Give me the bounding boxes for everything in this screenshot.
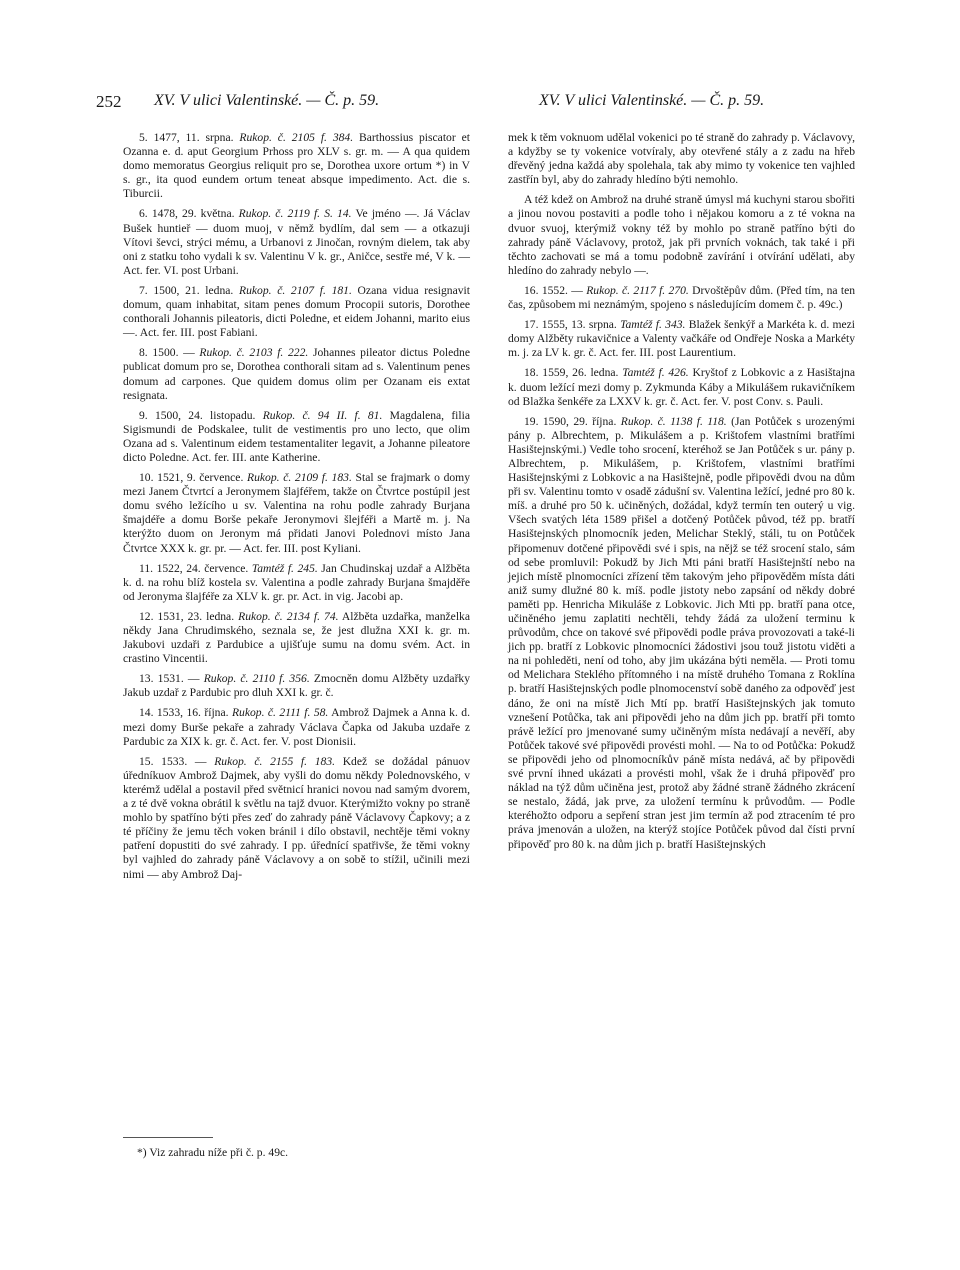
manuscript-reference: Rukop. č. 2155 f. 183.	[214, 754, 336, 768]
manuscript-reference: Rukop. č. 2110 f. 356.	[203, 672, 310, 686]
entry-text: Blažek šenkýř a Markéta k. d. mezi domy Alžběty rukavičnice a Valenty vačkáře od Ondřeje Noska a Markéty m. j. za LV k. gr. č. Act. fer. III. post Laurentium.	[508, 318, 856, 360]
running-title-right-text: XV. V ulici Valentinské. — Č. p. 59.	[539, 92, 765, 109]
footnote: *) Viz zahradu níže při č. p. 49c.	[137, 1146, 289, 1159]
entry-heading: 5. 1477, 11. srpna.	[139, 131, 234, 144]
entry-text: Ve jméno —. Já Václav Bušek huntieř — duom muoj, v němž bydlím, dal sem — a otkazuji Vítovi ševci, strýci mému, a Urbanovi z Jinočan, rovným dielem, tak aby oni z statku toho vydali k sv. Valentinu V k. gr., Aničce, sestře mé, V k. — Act. fer. VI. post Urbani.	[123, 207, 470, 277]
running-title-left	[154, 92, 379, 110]
entry-text: Kdež se dožádal pánuov úředníkuov Ambrož Dajmek, aby vyšli do domu někdy Polednovského, v kterémž udělal a postavil před světnicí hranici novou nad samým dvorem, a z té dvě vokna obrátil k světlu na tajž dvuor. Kterýmižto vokny po straně mohlo by spatříno býti přes zeď do zahrady páně Václavovy Čapkovy; a z té příčiny že jemu těch voken bránil i dílo obstavil, nechtěje těmi vokny patření dopustiti do své zahrady. I pp. úřednící spatřivše, že těmi vokny byl vajhled do zahrady páně Václavovy a on sobě to stížil, učinili mezi nimi — aby Ambrož Daj-	[123, 754, 470, 881]
entry-heading: 13. 1531. —	[139, 672, 200, 686]
entry-text: Johannes pileator dictus Poledne publicat domum pro se, Dorothea conthorali sitam ad s. Valentinum penes domum ad carpones. Que quidem domus olim per Ozanam eis extat resignata.	[123, 346, 470, 402]
entry-heading: 17. 1555, 13. srpna.	[524, 318, 617, 332]
running-title-left-text: XV. V ulici Valentinské. — Č. p. 59.	[154, 92, 380, 109]
manuscript-reference: Tamtéž f. 426.	[622, 366, 689, 380]
entry-heading: 11. 1522, 24. července.	[139, 561, 249, 575]
record-entry	[508, 318, 855, 360]
manuscript-reference: Rukop. č. 1138 f. 118.	[620, 414, 727, 428]
entry-heading: 16. 1552. —	[524, 283, 583, 297]
manuscript-reference: Rukop. č. 2119 f. S. 14.	[238, 207, 352, 221]
manuscript-reference: Rukop. č. 2107 f. 181.	[239, 283, 352, 297]
record-entry	[508, 415, 855, 852]
entry-text: Stal se frajmark o domy mezi Janem Čtvrtcí a Jeronymem šlajféřem, takže on Čtvrtce postúpil jest domu svého ležícího u sv. Valentina na rohu podle zahrady Burjana šmajdéře a domu Borše pekaře Jeronymovi šlejféři a Martě m. j. Na kterýžto duom on Jeronym má přidati Janovi Polednovi místo Jana Čtvrtce XXX k. gr. pr. — Act. fer. III. post Kyliani.	[123, 471, 470, 555]
manuscript-reference: Rukop. č. 2134 f. 74.	[238, 609, 339, 623]
entry-text: Zmocněn domu Alžběty uzdařky Jakub uzdař z Pardubic pro dluh XXI k. gr. č.	[123, 672, 471, 700]
left-text-column	[123, 131, 470, 888]
page-header	[96, 92, 808, 118]
record-entry	[123, 562, 470, 604]
entry-text: Jan Chudinskaj uzdař a Alžběta k. d. na rohu blíž kostela sv. Valentina a podle zahrady Burjana šmajděře od Jeronyma šlajféře za XLV k. gr. pr. Act. in vig. Jacobi ap.	[123, 561, 470, 603]
manuscript-reference: Rukop. č. 2109 f. 183.	[247, 471, 352, 485]
entry-heading: 10. 1521, 9. července.	[139, 471, 244, 485]
entry-heading: 8. 1500. —	[139, 346, 195, 360]
entry-text: Alžběta uzdařka, manželka někdy Jana Chrudimského, seznala se, že jest dlužna XXI k. gr. m. Jakubovi uzdaři z Pardubice a ujišťuje sumu na domu svém. Act. in crastino Vincentii.	[123, 609, 470, 666]
right-text-column	[508, 131, 855, 858]
entry-text: Ozana vidua resignavit domum, quam inhabitat, sitam penes domum Procopii sutoris, Dorothee conthorali Johannis pileatoris, dicti Poledne, et eidem Johanni, marito eius —. Act. fer. III. post Fabiani.	[123, 283, 470, 340]
entry-text: Barthossius piscator et Ozanna e. d. aput Georgium Prhoss pro XLV s. gr. m. — A qua quidem domo memoratus Georgius reliquit pro se, Dorothea uxore ortum *) in V s. gr., ita quod eundem ortum teneat absque impedimento. Act. die s. Tiburcii.	[123, 131, 470, 201]
record-entry	[123, 610, 470, 666]
manuscript-reference: Rukop. č. 2103 f. 222.	[199, 346, 309, 360]
record-entry	[508, 366, 855, 408]
entry-text: Drvoštěpův dům. (Před tím, na ten čas, způsobem mi neznámým, spojeno s následujícím domem č. p. 49c.)	[508, 283, 856, 312]
entry-heading: 12. 1531, 23. ledna.	[139, 609, 235, 623]
entry-heading: 18. 1559, 26. ledna.	[524, 366, 619, 380]
record-entry	[123, 755, 470, 882]
record-entry	[508, 131, 855, 187]
entry-text: mek k těm voknuom udělal vokenici po té straně do zahrady p. Václavovy, a kdyžby se ty vokenice votvíraly, aby otevřené stály a z zadu na hřeb dřevěný jedna každá aby spolehala, tak aby mimo ty vokenice ten vajhled zastřín byl, aby do zahrady hledíno býti nemohlo.	[508, 131, 855, 187]
manuscript-reference: Rukop. č. 2117 f. 270.	[586, 283, 689, 297]
record-entry	[123, 409, 470, 465]
manuscript-reference: Tamtéž f. 343.	[620, 318, 686, 332]
page-number: 252	[96, 92, 122, 111]
entry-text: (Jan Potůček s urozenými pány p. Albrechtem, p. Mikulášem a p. Krištofem vlastními bratřími Hasištejnskými.) Vedle toho srocení, kteréhož se Jan Potůček s ur. pány p. Albrechtem, p. Mikulášem, p. Krištofem, vlastními bratřími Hasištejnskými z Lobkovic a na Hasištejně, podle připovědi dvou na dům při sv. Valentinu tomto v osadě zádušní sv. Valentina ležící, jedné pro 80 k. míš. a druhé pro 50 k. učiněných, dožádal, když termín ten outerý u vig. Všech svatých léta 1589 přišel a dotčený Potůček původ, též pp. bratří Hasištejnských plnomocník jeden, Melichar Steklý, stáli, tu on Potůček připomenuv dotčené připovědi své i spis, na nějž se též srocení stalo, sám od sebe promluvil: Pokudž by Jich Mti páni bratří Hasištejnští nebo na jejich místě plnomocníci zřízení těm takovým jeho připověděm místa dáti aniž sumy dlužné 80 k. míš. podle jistoty nebo zapsání od někdy dobré paměti pp. Henricha Mikuláše z Lobkovic. Jich Mti pp. bratří pana otce, učiněného jemu zaplatiti nechtěli, tehdy žádá za uložení terminu k průvodům, chce on takové své připovědi podle práva provozovati a také-li jich pp. bratří z Lobkovic plnomocníci žádostivi jsou touž jistotu viděti a na ni pohleděti, není od toho, aby jim ukázána býti neměla. — Proti tomu od Melichara Steklého přítomného i na místě druhého Tomana z Roklína p. bratří Hasištejnských podle plnomocenství sobě daného za odpověď jest dáno, že oni na místě Jich Mtí pp. bratří Hasištejnských jak tomuto vznešení Potůčka, tak ani připovědi jeho na dům jich pp. bratří při tomto právě ležící pro jmenované sumy učiněným místa nedávají a nevěří, aby Potůček takové své připovědi provésti mohl. — Na to od Potůčka: Pokudž se připovědi jeho od plnomocníkův páně místa nedává, ač by připovědi své první ihned ukázati a provésti mohl, však že i druhá připověď pro náklad na týž dům učiněna jest, protož aby žádné straně žádného zkrácení se nestalo, žádá, jak prve, za uložení termínu k průvodům. — Podle kteréhožto odporu a sepření stran jest jim termín až pod ztracením té pro práva jmenován a uložen, na kterýž stojíce Potůček původ dal čísti první připověď pro 80 k. na dům jich p. bratří Hasištejnských	[508, 414, 856, 851]
entry-text: Magdalena, filia Sigismundi de Podskalee, tulit de vestimentis pro uno lecto, que olim Ozana ad s. Valentinum eidem testamentaliter legavit, a Johanne pileatore dicto Poledne. Act. fer. III. ante Katherine.	[123, 408, 470, 464]
record-entry	[123, 706, 470, 748]
entry-text: A též kdež on Ambrož na druhé straně úmysl má kuchyni starou sbořiti a jinou novou postaviti a podle toho i nějakou komoru a z té vokna na dvuor svuoj, kterýmiž vokny též by mohlo po straně patříno býti do zahrady páně Václavovy, protož, jak při prvních voknách, tak také i při těchto zachovati se má a tomu podobně zavírání i otvírání udělati, aby hledíno do zahrady nebylo —.	[508, 193, 855, 277]
entry-heading: 9. 1500, 24. listopadu.	[139, 408, 256, 422]
entry-heading: 14. 1533, 16. října.	[139, 706, 229, 720]
entry-text: Ambrož Dajmek a Anna k. d. mezi domy Burše pekaře a zahrady Václava Čapka od Jakuba uzdaře z Pardubic za XIX k. gr. č. Act. fer. V. post Dionisii.	[123, 706, 470, 748]
manuscript-reference: Rukop. č. 2111 f. 58.	[231, 706, 329, 720]
record-entry	[123, 471, 470, 556]
entry-heading: 15. 1533. —	[139, 754, 207, 768]
record-entry	[123, 346, 470, 402]
entry-text: Kryštof z Lobkovic a z Hasištajna k. duom ležící mezi domy p. Zykmunda Káby a Mikulášem rukavičníkem od Blažka šenkéře za LXXV k. gr. č. Act. fer. V. post Conv. s. Pauli.	[508, 366, 855, 408]
footnote-rule	[123, 1137, 213, 1138]
record-entry	[123, 672, 470, 700]
record-entry	[123, 131, 470, 201]
running-title-right	[539, 92, 764, 110]
manuscript-reference: Rukop. č. 2105 f. 384.	[239, 131, 354, 144]
record-entry	[508, 284, 855, 312]
manuscript-reference: Tamtéž f. 245.	[251, 561, 318, 575]
record-entry	[508, 193, 855, 278]
manuscript-reference: Rukop. č. 94 II. f. 81.	[262, 408, 383, 422]
record-entry	[123, 207, 470, 277]
record-entry	[123, 284, 470, 340]
entry-heading: 19. 1590, 29. října.	[524, 414, 617, 428]
entry-heading: 7. 1500, 21. ledna.	[139, 283, 234, 297]
entry-heading: 6. 1478, 29. května.	[139, 207, 235, 221]
